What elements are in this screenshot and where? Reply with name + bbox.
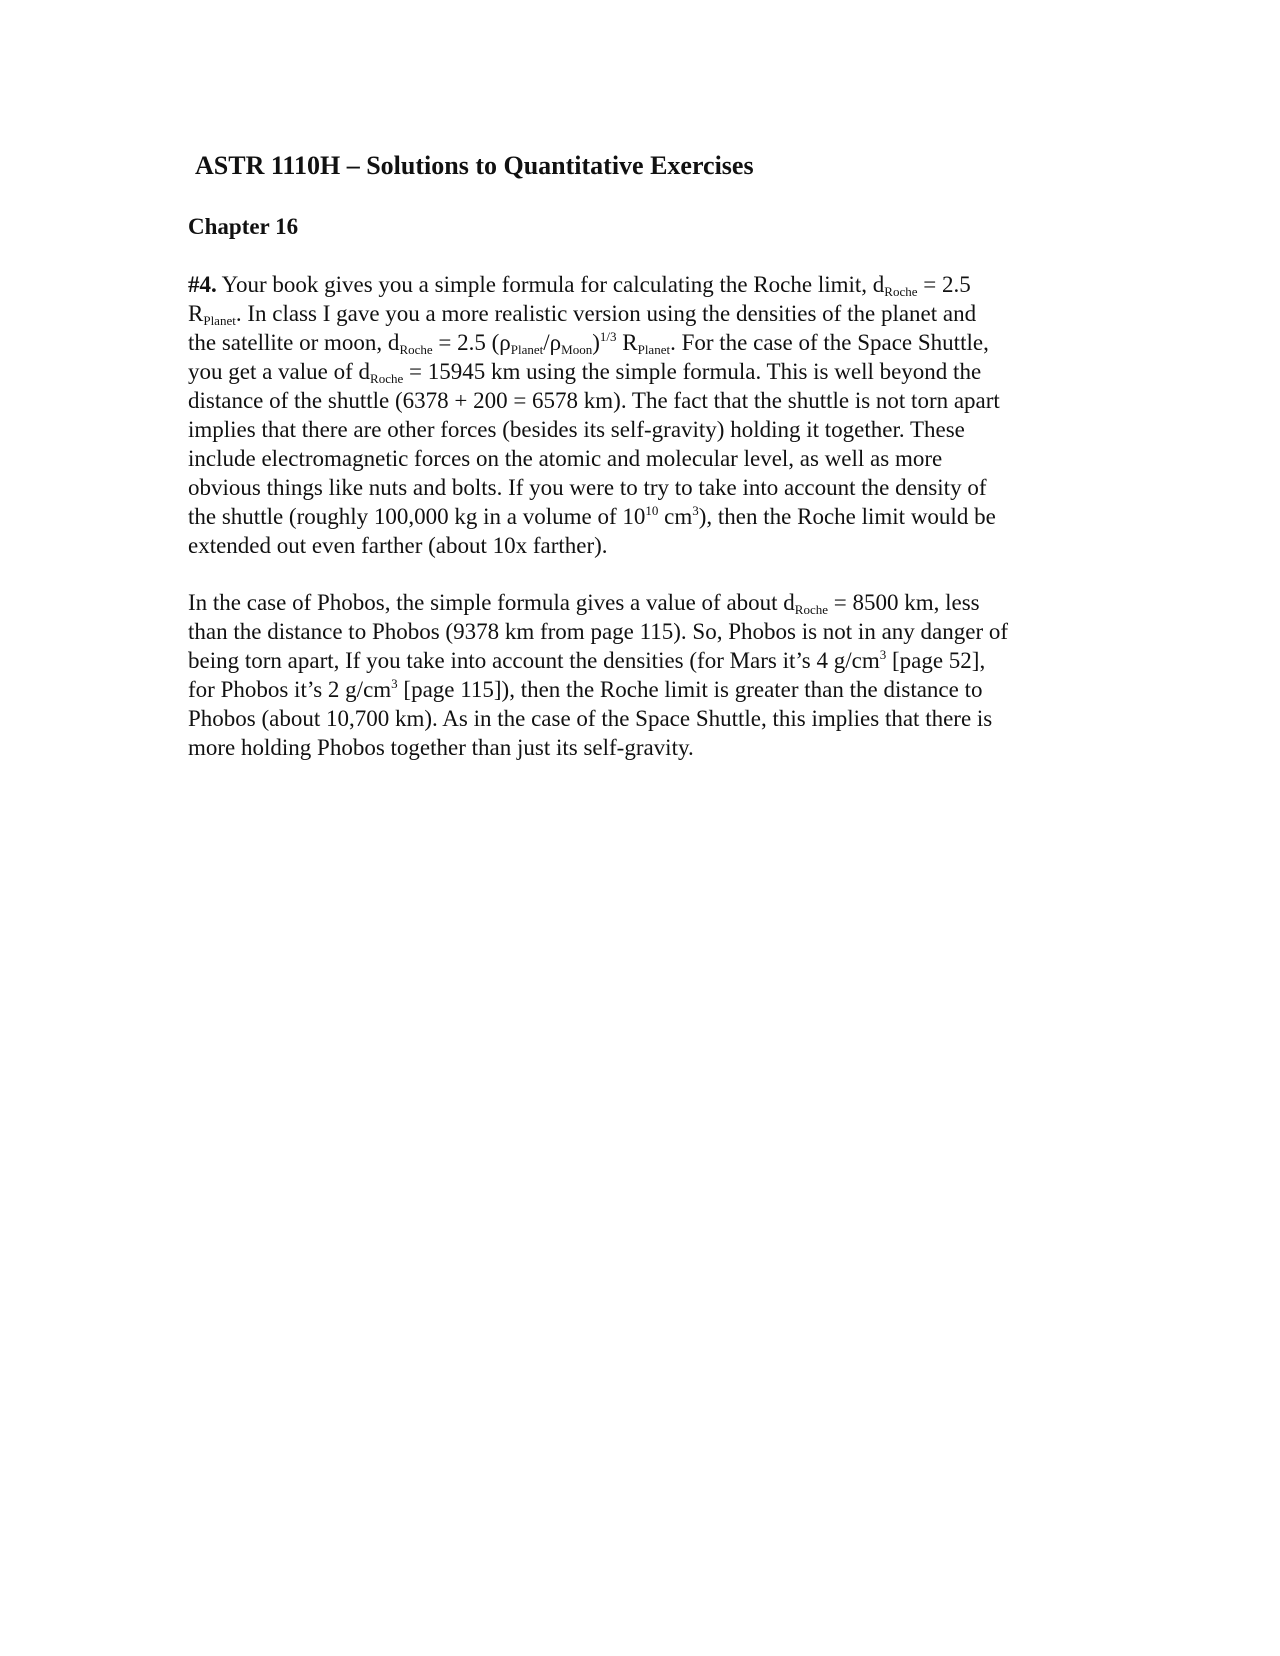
text-segment: In the case of Phobos, the simple formula gives a value of about d bbox=[188, 590, 795, 615]
text-segment: the satellite or moon, d bbox=[188, 330, 400, 355]
text-segment: being torn apart, If you take into account the densities (for Mars it’s 4 g/cm bbox=[188, 648, 880, 673]
text-segment: Your book gives you a simple formula for calculating the Roche limit, d bbox=[216, 272, 885, 297]
superscript: 10 bbox=[645, 503, 659, 518]
subscript: Roche bbox=[399, 342, 433, 357]
document-title: ASTR 1110H – Solutions to Quantitative Exercises bbox=[195, 151, 754, 180]
text-line: extended out even farther (about 10x farther). bbox=[188, 533, 608, 558]
subscript: Moon bbox=[561, 342, 593, 357]
text-segment: = 15945 km using the simple formula. This is well beyond the bbox=[403, 359, 982, 384]
text-segment: . In class I gave you a more realistic version using the densities of the planet and bbox=[235, 301, 977, 326]
text-line: distance of the shuttle (6378 + 200 = 6578 km). The fact that the shuttle is not torn apart bbox=[188, 388, 1000, 413]
text-segment: /ρ bbox=[543, 330, 562, 355]
text-segment: R bbox=[616, 330, 638, 355]
superscript: 3 bbox=[879, 647, 887, 662]
subscript: Planet bbox=[510, 342, 544, 357]
superscript: 3 bbox=[692, 503, 699, 518]
text-segment: [page 115]), then the Roche limit is greater than the distance to bbox=[397, 677, 983, 702]
text-segment: [page 52], bbox=[886, 648, 986, 673]
subscript: Roche bbox=[370, 371, 404, 386]
text-segment: ), then the Roche limit would be bbox=[698, 504, 996, 529]
text-segment: = 2.5 bbox=[917, 272, 971, 297]
text-segment: the shuttle (roughly 100,000 kg in a volume of 10 bbox=[188, 504, 646, 529]
superscript: 3 bbox=[391, 676, 398, 691]
text-segment: = 8500 km, less bbox=[828, 590, 980, 615]
text-line bbox=[188, 502, 1088, 531]
text-segment: ) bbox=[592, 330, 600, 355]
text-segment: you get a value of d bbox=[188, 359, 371, 384]
text-line: than the distance to Phobos (9378 km from page 115). So, Phobos is not in any danger of bbox=[188, 619, 1009, 644]
chapter-heading: Chapter 16 bbox=[188, 214, 299, 239]
text-line: obvious things like nuts and bolts. If you were to try to take into account the density of bbox=[188, 475, 987, 500]
text-line: include electromagnetic forces on the atomic and molecular level, as well as more bbox=[188, 446, 943, 471]
text-segment: R bbox=[188, 301, 204, 326]
text-line bbox=[188, 328, 1088, 357]
exercise-number: #4. bbox=[188, 272, 217, 297]
text-line bbox=[188, 270, 1088, 299]
subscript: Planet bbox=[637, 342, 671, 357]
text-line bbox=[188, 588, 1088, 617]
text-line: Phobos (about 10,700 km). As in the case of the Space Shuttle, this implies that there is bbox=[188, 706, 993, 731]
text-segment: for Phobos it’s 2 g/cm bbox=[188, 677, 392, 702]
superscript: 1/3 bbox=[599, 329, 617, 344]
text-segment: = 2.5 (ρ bbox=[432, 330, 511, 355]
paragraph-exercise-4 bbox=[188, 270, 1088, 560]
text-line bbox=[188, 646, 1088, 675]
text-segment: . For the case of the Space Shuttle, bbox=[670, 330, 989, 355]
text-line: more holding Phobos together than just its self-gravity. bbox=[188, 735, 694, 760]
text-line: implies that there are other forces (besides its self-gravity) holding it together. These bbox=[188, 417, 965, 442]
subscript: Planet bbox=[203, 313, 236, 328]
subscript: Roche bbox=[794, 602, 829, 617]
subscript: Roche bbox=[884, 284, 918, 299]
text-segment: cm bbox=[658, 504, 693, 529]
paragraph-phobos bbox=[188, 588, 1088, 762]
text-line bbox=[188, 357, 1088, 386]
text-line bbox=[188, 299, 1088, 328]
text-line bbox=[188, 675, 1088, 704]
